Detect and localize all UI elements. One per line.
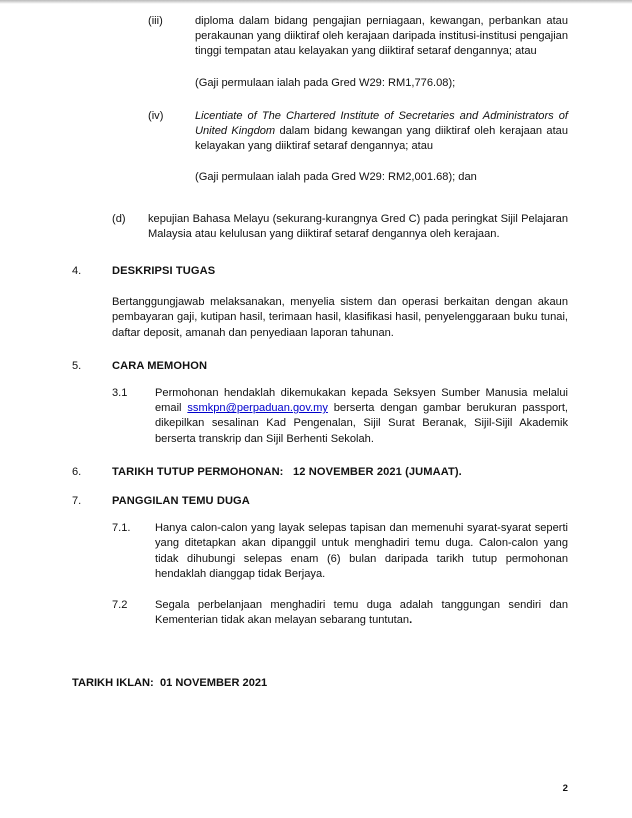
- list-item-iii-text: diploma dalam bidang pengajian perniagaan, kewangan, perbankan atau perakaunan yang diiktiraf oleh kerajaan daripada institusi-institusi pengajian tinggi tempatan atau kelayakan yang diiktiraf setaraf dengannya; atau: [195, 15, 568, 58]
- section-5-number: 5.: [72, 359, 82, 372]
- tarikh-iklan-label: TARIKH IKLAN:: [72, 677, 154, 690]
- spacer: [72, 447, 568, 465]
- section-5: [72, 359, 568, 374]
- spacer: [72, 91, 568, 109]
- list-item-d: [112, 212, 568, 242]
- section-4-body: Bertanggungjawab melaksanakan, menyelia sistem dan operasi berkaitan dengan akaun pembayaran gaji, kutipan hasil, terimaan hasil, klasifikasi hasil, penyelenggaraan buku tunai, daftar deposit, amanah dan penyediaan laporan tahunan.: [112, 296, 568, 339]
- section-7-title: PANGGILAN TEMU DUGA: [112, 495, 250, 508]
- spacer: [72, 279, 568, 295]
- section-6-gap: [283, 466, 293, 478]
- section-6-value: 12 NOVEMBER 2021 (JUMAAT).: [293, 465, 462, 478]
- section-5-sub-marker: 3.1: [112, 387, 128, 400]
- list-marker-iii: (iii): [148, 15, 163, 27]
- list-marker-d: (d): [112, 212, 126, 225]
- section-7-sub1-text: Hanya calon-calon yang layak selepas tapisan dan memenuhi syarat-syarat seperti yang ditetapkan akan dipanggil untuk menghadiri temu duga. Calon-calon yang tidak dihubungi selepas enam (6) bulan daripada tarikh tutup permohonan hendaklah dianggap tidak Berjaya.: [155, 522, 568, 580]
- tarikh-iklan-value: 01 NOVEMBER 2021: [159, 677, 268, 690]
- section-7: [72, 494, 568, 509]
- section-4-number: 4.: [72, 265, 82, 278]
- list-item-iii: [148, 14, 568, 60]
- section-5-title: CARA MEMOHON: [112, 359, 208, 372]
- section-5-text-before: Permohonan hendaklah dikemukakan kepada Seksyen Sumber Manusia melalui email: [155, 387, 568, 415]
- spacer: [72, 154, 568, 170]
- section-6-label: TARIKH TUTUP PERMOHONAN:: [112, 465, 284, 478]
- spacer: [72, 628, 568, 654]
- list-item-iv-italic-lead: Licentiate of The Chartered Institute of Secretaries and Administrators of United Kingdom: [195, 109, 568, 138]
- section-7-sub1-marker: 7.1.: [112, 522, 131, 535]
- spacer: [72, 374, 568, 386]
- section-6-line: [112, 465, 568, 480]
- page-number: 2: [562, 783, 568, 794]
- section-5-sub-3-1: [112, 386, 568, 447]
- spacer: [72, 60, 568, 76]
- tarikh-iklan: [72, 676, 568, 691]
- section-7-sub-7-1: [112, 521, 568, 582]
- list-item-d-text: kepujian Bahasa Melayu (sekurang-kurangnya Gred C) pada peringkat Sijil Pelajaran Malaysia atau kelulusan yang diiktiraf setaraf dengannya oleh kerajaan.: [148, 212, 568, 240]
- email-link[interactable]: ssmkpn@perpaduan.gov.my: [187, 402, 328, 415]
- list-item-iv-rest: dalam bidang kewangan yang diiktiraf oleh kerajaan atau kelayakan yang diiktiraf setaraf dengannya; atau: [195, 125, 568, 153]
- section-5-text-after: berserta dengan gambar berukuran passport, dikepilkan sesalinan Kad Pengenalan, Sijil Surat Beranak, Sijil-Sijil Akademik berserta transkrip dan Sijil Berhenti Sekolah.: [155, 402, 569, 445]
- section-5-sub-text: [155, 386, 568, 447]
- section-4-title: DESKRIPSI TUGAS: [112, 265, 216, 278]
- list-item-iv-text: [195, 109, 568, 155]
- gaji-note-iii: (Gaji permulaan ialah pada Gred W29: RM1,776.08);: [195, 76, 456, 89]
- gaji-note-iv: (Gaji permulaan ialah pada Gred W29: RM2,001.68); dan: [195, 171, 477, 184]
- spacer: [72, 186, 568, 212]
- list-marker-iv: (iv): [148, 109, 164, 122]
- list-item-iv: [148, 109, 568, 155]
- section-7-sub2-text: [155, 598, 568, 628]
- section-6-number: 6.: [72, 465, 82, 478]
- section-7-sub2-marker: 7.2: [112, 599, 128, 612]
- spacer: [72, 582, 568, 598]
- spacer: [72, 509, 568, 521]
- spacer: [72, 341, 568, 359]
- spacer: [72, 480, 568, 494]
- spacer: [72, 654, 568, 676]
- section-6: [72, 465, 568, 480]
- section-4: [72, 264, 568, 279]
- section-7-number: 7.: [72, 495, 82, 508]
- section-7-sub2-period: .: [409, 614, 413, 627]
- section-7-sub2-main: Segala perbelanjaan menghadiri temu duga adalah tanggungan sendiri dan Kementerian tidak akan melayan sebarang tuntutan: [155, 599, 568, 627]
- section-7-sub-7-2: [112, 598, 568, 628]
- spacer: [72, 242, 568, 264]
